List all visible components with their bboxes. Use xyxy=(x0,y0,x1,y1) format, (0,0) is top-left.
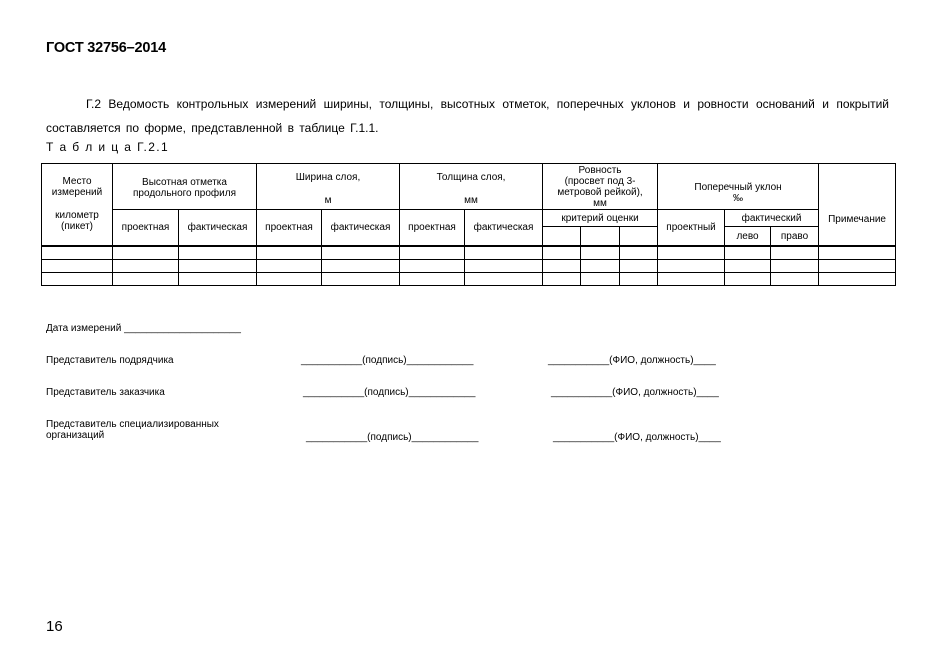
col-elevation-header xyxy=(113,164,257,210)
specialized-org-label-1: Представитель специализированных xyxy=(46,419,219,430)
col-width-header xyxy=(257,164,400,210)
slope-actual-header: фактический xyxy=(725,210,819,227)
measurement-date xyxy=(46,323,241,334)
specialized-signature-line: ___________(подпись)____________ xyxy=(306,432,479,443)
thickness-label: Толщина слоя, xyxy=(436,172,506,183)
slope-design-header: проектный xyxy=(658,210,725,247)
col-place-header xyxy=(42,164,113,210)
col-thickness-header xyxy=(400,164,543,210)
thickness-design-header: проектная xyxy=(400,210,465,247)
place-label-2: измерений xyxy=(51,187,103,198)
customer-fio-line: ___________(ФИО, должность)____ xyxy=(551,387,719,398)
contractor-fio-line: ___________(ФИО, должность)____ xyxy=(548,355,716,366)
customer-label: Представитель заказчика xyxy=(46,387,165,398)
evenness-label-4: мм xyxy=(593,198,607,209)
col-km-header xyxy=(42,210,113,247)
evenness-sub-1 xyxy=(543,227,581,247)
measurements-table xyxy=(41,163,896,286)
specialized-fio-line: ___________(ФИО, должность)____ xyxy=(553,432,721,443)
thickness-unit: мм xyxy=(464,195,478,206)
col-note-header: Примечание xyxy=(819,164,896,247)
evenness-criteria-header: критерий оценки xyxy=(543,210,658,227)
date-label: Дата измерений xyxy=(46,323,122,334)
width-design-header: проектная xyxy=(257,210,322,247)
specialized-org-label-2: организаций xyxy=(46,430,105,441)
width-label: Ширина слоя, xyxy=(295,172,361,183)
evenness-label-2: (просвет под 3- xyxy=(564,176,636,187)
slope-unit: ‰ xyxy=(733,193,744,204)
elevation-actual-header: фактическая xyxy=(179,210,257,247)
width-unit: м xyxy=(324,195,332,206)
specialized-org-label xyxy=(46,419,219,441)
km-label-1: километр xyxy=(55,209,99,221)
thickness-actual-header: фактическая xyxy=(465,210,543,247)
table-row xyxy=(42,260,896,273)
evenness-sub-2 xyxy=(581,227,620,247)
evenness-sub-3 xyxy=(620,227,658,247)
date-line: _____________________ xyxy=(124,323,241,334)
customer-signature-line: ___________(подпись)____________ xyxy=(303,387,476,398)
place-label-1: Место xyxy=(62,176,92,187)
table-caption: Т а б л и ц а Г.2.1 xyxy=(46,140,170,154)
width-actual-header: фактическая xyxy=(322,210,400,247)
elevation-label-2: продольного профиля xyxy=(133,188,236,199)
contractor-signature-line: ___________(подпись)____________ xyxy=(301,355,474,366)
table-row xyxy=(42,273,896,286)
intro-paragraph xyxy=(46,92,889,140)
km-label-2: (пикет) xyxy=(61,220,93,232)
document-header: ГОСТ 32756–2014 xyxy=(46,40,166,56)
slope-left-header: лево xyxy=(725,227,771,247)
slope-right-header: право xyxy=(771,227,819,247)
slope-label: Поперечный уклон xyxy=(694,182,782,193)
col-slope-header xyxy=(658,164,819,210)
elevation-design-header: проектная xyxy=(113,210,179,247)
page-number: 16 xyxy=(46,618,63,635)
contractor-label: Представитель подрядчика xyxy=(46,355,174,366)
evenness-label-1: Ровность xyxy=(578,165,622,176)
intro-paragraph-text: Г.2 Ведомость контрольных измерений ширины, толщины, высотных отметок, поперечных уклонов и ровности оснований и покрытий составляется по форме, представленной в таблице Г.1.1. xyxy=(46,97,889,135)
elevation-label-1: Высотная отметка xyxy=(142,177,227,188)
evenness-label-3: метровой рейкой), xyxy=(557,187,643,198)
table-row xyxy=(42,246,896,260)
col-evenness-header xyxy=(543,164,658,210)
